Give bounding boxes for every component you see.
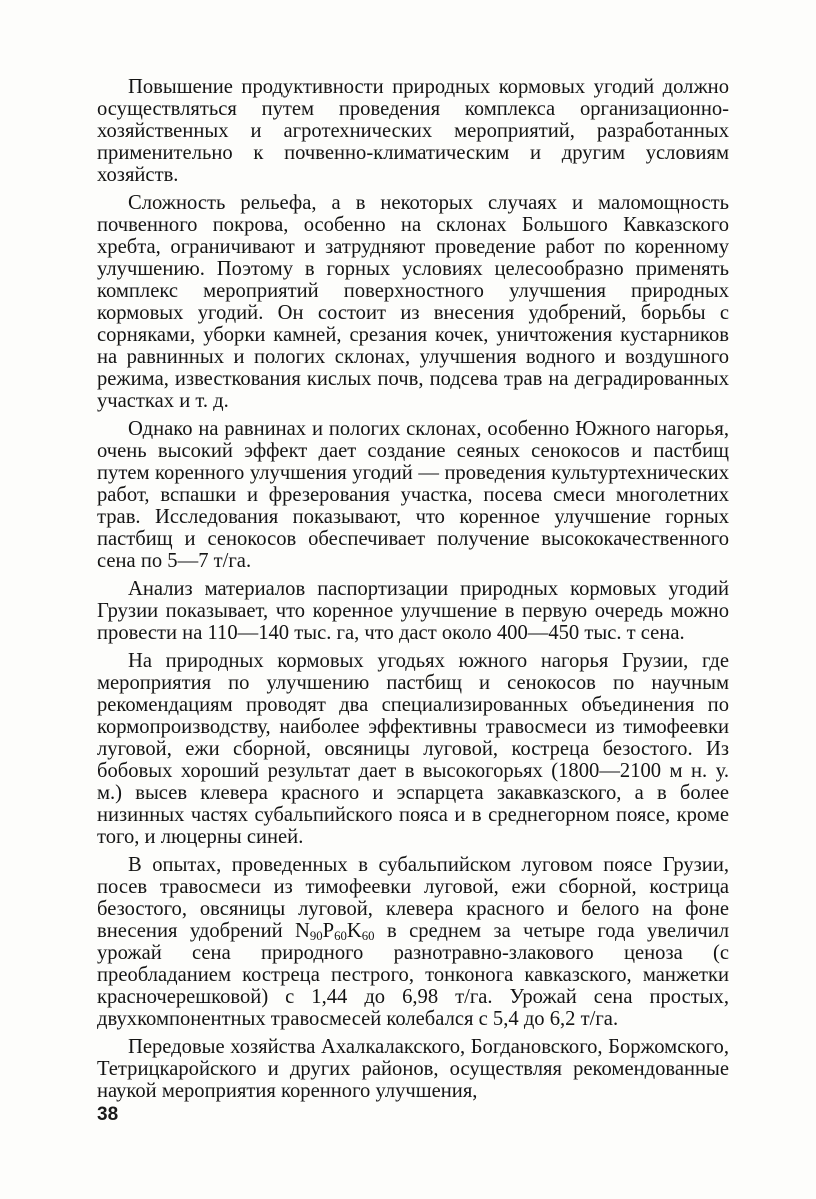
nitrogen-symbol: N [295, 920, 310, 942]
potassium-symbol: K [346, 920, 362, 942]
body-text [97, 76, 729, 1102]
paragraph-2: Сложность рельефа, а в некоторых случаях и маломощность почвенного покрова, особенно на склонах Большого Кавказского хребта, ограничивают и затрудняют проведение работ по коренному улучшению. Поэтому в горных условиях целесообразно применять комплекс мероприятий поверхностного улучшения природных кормовых угодий. Он состоит из внесения удобрений, борьбы с сорняками, уборки камней, срезания кочек, уничтожения кустарников на равнинных и пологих склонах, улучшения водного и воздушного режима, известкования кислых почв, подсева трав на деградированных участках и т. д. [97, 192, 729, 412]
paragraph-6-end: в среднем за четыре года увеличил урожай сена природного разнотравно-злакового ценоза (с преобладанием костреца пестрого, тонконога кавказского, манжетки красночерешковой) с 1,44 до 6,98 т/га. Урожай сена простых, двухкомпонентных травосмесей колебался с 5,4 до 6,2 т/га. [97, 920, 730, 1030]
fertilizer-formula [295, 920, 375, 942]
page-number: 38 [97, 1104, 119, 1125]
phosphorus-symbol: P [322, 920, 335, 942]
paragraph-7: Передовые хозяйства Ахалкалакского, Богдановского, Боржомского, Тетрицкаройского и других районов, осуществляя рекомендованные наукой мероприятия коренного улучшения, [97, 1036, 729, 1102]
paragraph-6-start: В опытах, проведенных в субальпийском луговом поясе Грузии, посев травосмеси из тимофеевки луговой, ежи сборной, кострица безостого, овсяницы луговой, клевера красного и белого на фоне внесения удобрений [97, 854, 729, 942]
potassium-dose: 60 [361, 929, 375, 944]
nitrogen-dose: 90 [309, 929, 323, 944]
phosphorus-dose: 60 [334, 929, 347, 944]
paragraph-3: Однако на равнинах и пологих склонах, особенно Южного нагорья, очень высокий эффект дает создание сеяных сенокосов и пастбищ путем коренного улучшения угодий — проведения культуртехнических работ, вспашки и фрезерования участка, посева смеси многолетних трав. Исследования показывают, что коренное улучшение горных пастбищ и сенокосов обеспечивает получение высококачественного сена по 5—7 т/га. [97, 418, 729, 572]
paragraph-6 [97, 854, 729, 1030]
paragraph-4: Анализ материалов паспортизации природных кормовых угодий Грузии показывает, что коренное улучшение в первую очередь можно провести на 110—140 тыс. га, что даст около 400—450 тыс. т сена. [97, 578, 729, 644]
paragraph-1: Повышение продуктивности природных кормовых угодий должно осуществляться путем проведения комплекса организационно-хозяйственных и агротехнических мероприятий, разработанных применительно к почвенно-климатическим и другим условиям хозяйств. [97, 76, 729, 186]
paragraph-5: На природных кормовых угодьях южного нагорья Грузии, где мероприятия по улучшению пастбищ и сенокосов по научным рекомендациям проводят два специализированных объединения по кормопроизводству, наиболее эффективны травосмеси из тимофеевки луговой, ежи сборной, овсяницы луговой, костреца безостого. Из бобовых хороший результат дает в высокогорьях (1800—2100 м н. у. м.) высев клевера красного и эспарцета закавказского, а в более низинных частях субальпийского пояса и в среднегорном поясе, кроме того, и люцерны синей. [97, 650, 729, 848]
